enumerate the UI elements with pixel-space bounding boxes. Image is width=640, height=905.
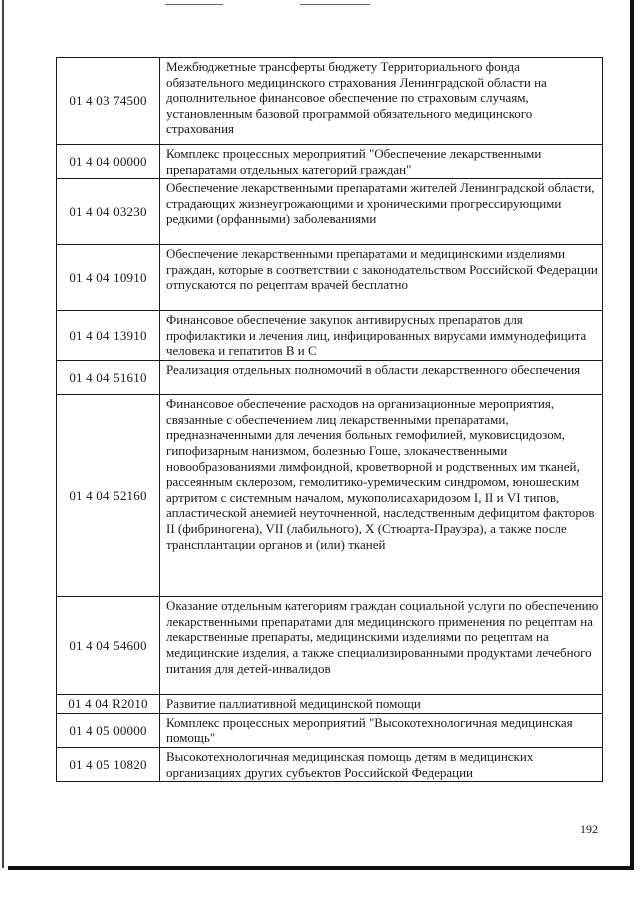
page-bottom-edge <box>8 866 634 870</box>
row-description: Финансовое обеспечение закупок антивирусных препаратов для профилактики и лечения лиц, инфицированных вирусами иммунодефицита человека и гепатитов В и С <box>160 311 603 361</box>
budget-code-table <box>56 57 603 782</box>
table-row <box>57 361 603 395</box>
row-description: Финансовое обеспечение расходов на организационные мероприятия, связанные с обеспечением лиц лекарственными препаратами, предназначенными для лечения больных гемофилией, муковисцидозом, гипофизарным нанизмом, болезнью Гоше, злокачественными новообразованиями лимфоидной, кроветворной и родственных им тканей, рассеянным склерозом, гемолитико-уремическим синдромом, юношеским артритом с системным началом, мукополисахаридозом I, II и VI типов, апластической анемией неуточненной, наследственным дефицитом факторов II (фибриногена), VII (лабильного), X (Стюарта-Прауэра), а также после трансплантации органов и (или) тканей <box>160 395 603 597</box>
row-description: Высокотехнологичная медицинская помощь детям в медицинских организациях других субъектов Российской Федерации <box>160 747 603 781</box>
page-left-edge <box>2 0 4 868</box>
row-code: 01 4 04 00000 <box>57 145 160 179</box>
row-code: 01 4 04 51610 <box>57 361 160 395</box>
row-description: Реализация отдельных полномочий в области лекарственного обеспечения <box>160 361 603 395</box>
row-description: Комплекс процессных мероприятий "Высокотехнологичная медицинская помощь" <box>160 713 603 747</box>
table-row <box>57 179 603 245</box>
top-edge-mark <box>300 4 370 5</box>
top-edge-mark <box>165 4 223 5</box>
row-description: Оказание отдельным категориям граждан социальной услуги по обеспечению лекарственными препаратами для медицинского применения по рецептам на лекарственные препараты, медицинскими изделиями по рецептам на медицинские изделия, а также специализированными продуктами лечебного питания для детей-инвалидов <box>160 597 603 695</box>
row-code: 01 4 05 10820 <box>57 747 160 781</box>
row-description: Обеспечение лекарственными препаратами и медицинскими изделиями граждан, которые в соответствии с законодательством Российской Федерации отпускаются по рецептам врачей бесплатно <box>160 245 603 311</box>
table-row <box>57 747 603 781</box>
table-row <box>57 395 603 597</box>
row-code: 01 4 04 54600 <box>57 597 160 695</box>
row-code: 01 4 03 74500 <box>57 58 160 145</box>
table-row <box>57 695 603 714</box>
table-row <box>57 311 603 361</box>
row-code: 01 4 04 03230 <box>57 179 160 245</box>
row-description: Межбюджетные трансферты бюджету Территориального фонда обязательного медицинского страхования Ленинградской области на дополнительное финансовое обеспечение по страховым случаям, установленным базовой программой обязательного медицинского страхования <box>160 58 603 145</box>
row-code: 01 4 04 R2010 <box>57 695 160 714</box>
row-code: 01 4 04 10910 <box>57 245 160 311</box>
table-row <box>57 597 603 695</box>
row-description: Развитие паллиативной медицинской помощи <box>160 695 603 714</box>
table-row <box>57 145 603 179</box>
row-description: Комплекс процессных мероприятий "Обеспечение лекарственными препаратами отдельных категорий граждан" <box>160 145 603 179</box>
row-code: 01 4 04 13910 <box>57 311 160 361</box>
table-row <box>57 58 603 145</box>
page-right-edge <box>630 0 634 868</box>
row-description: Обеспечение лекарственными препаратами жителей Ленинградской области, страдающих жизнеугрожающими и хроническими прогрессирующими редкими (орфанными) заболеваниями <box>160 179 603 245</box>
row-code: 01 4 04 52160 <box>57 395 160 597</box>
table-row <box>57 713 603 747</box>
row-code: 01 4 05 00000 <box>57 713 160 747</box>
table-row <box>57 245 603 311</box>
page-number: 192 <box>580 822 598 836</box>
